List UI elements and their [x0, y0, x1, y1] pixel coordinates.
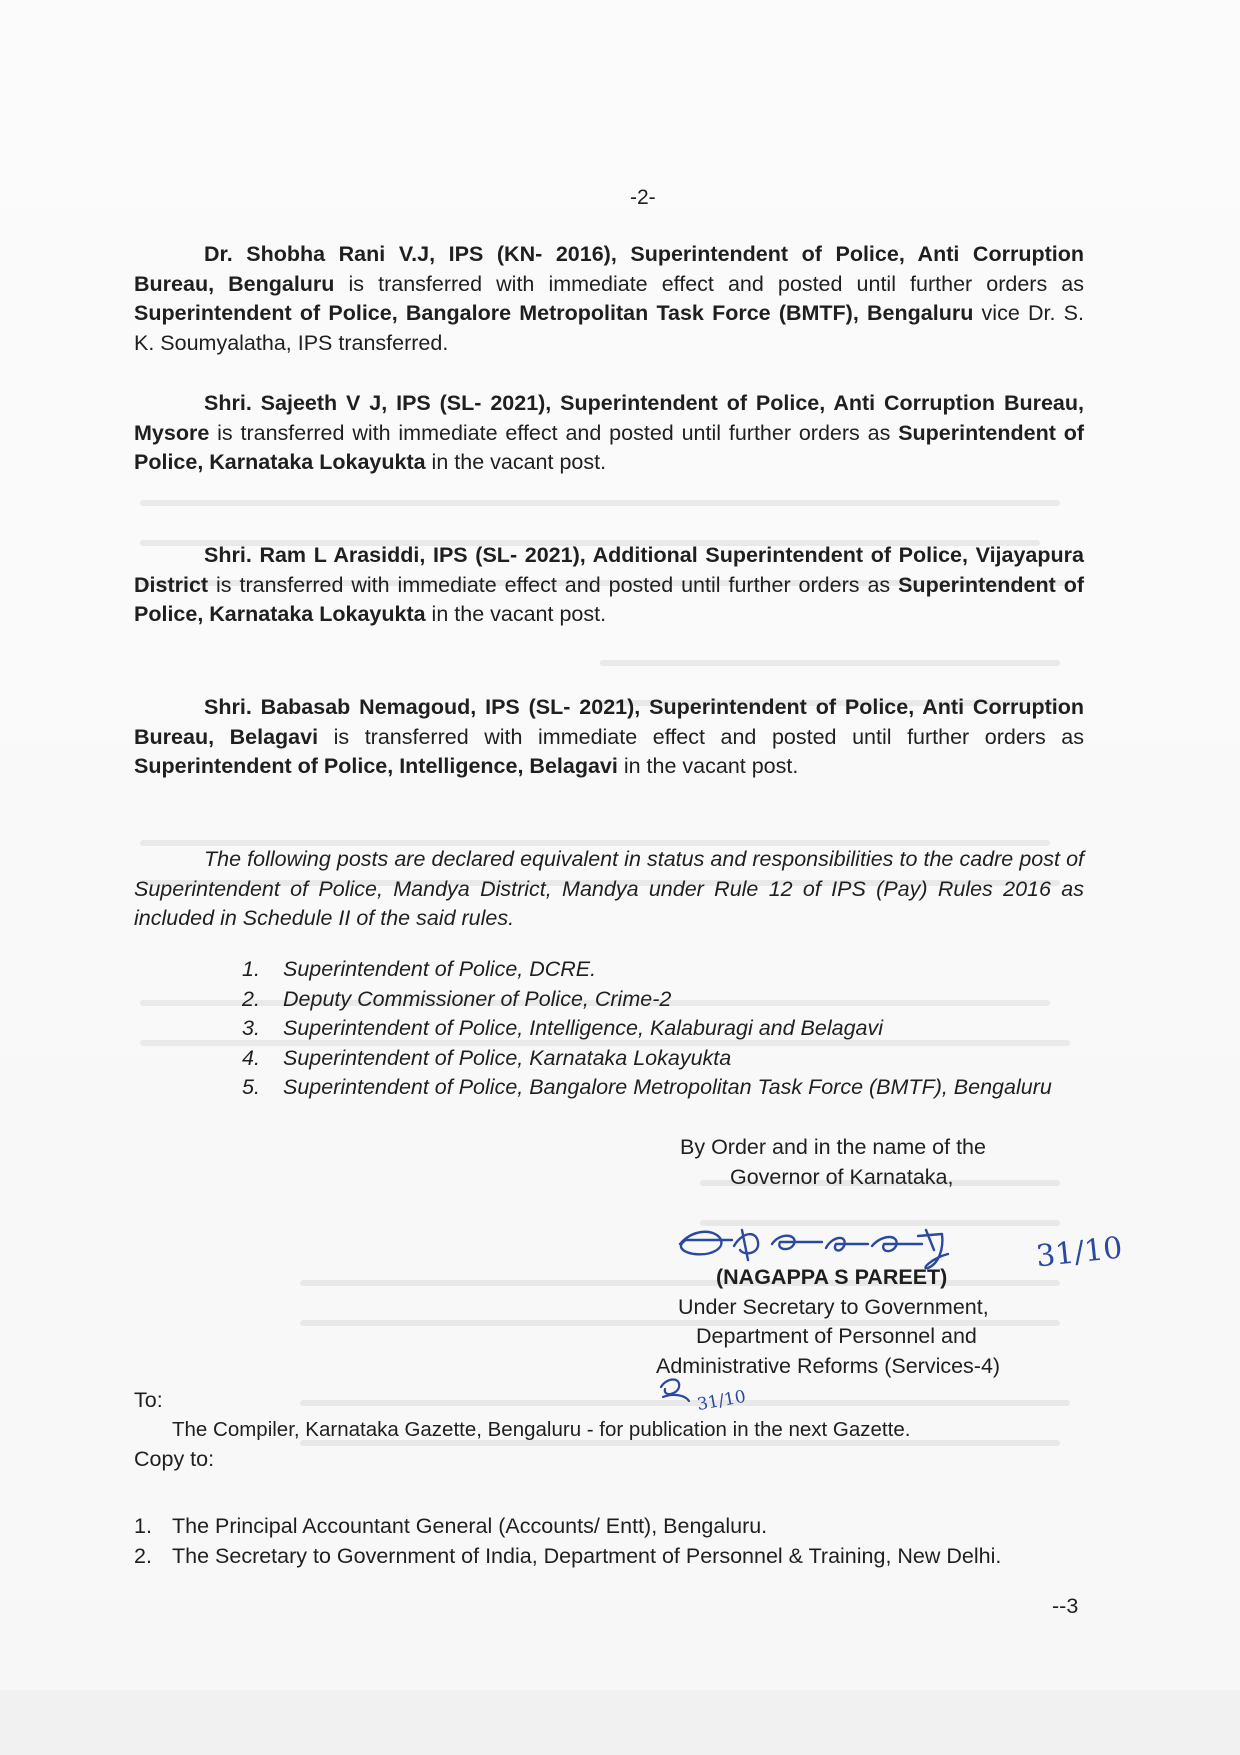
- officer-details: Shri. Sajeeth V J, IPS (SL- 2021), Superintendent of Police, Anti Corruption Bureau, Mysore: [134, 391, 1084, 445]
- transfer-paragraph-babasab: [134, 693, 1084, 782]
- transfer-text: is transferred with immediate effect and posted until further orders as: [208, 572, 899, 597]
- order-line-2: Governor of Karnataka,: [730, 1164, 954, 1189]
- next-page-marker: --3: [1052, 1594, 1079, 1618]
- transfer-text: is transferred with immediate effect and posted until further orders as: [209, 420, 899, 445]
- transfer-text-end: in the vacant post.: [617, 754, 799, 778]
- order-authority: [650, 1133, 1110, 1192]
- transfer-text-end: in the vacant post.: [425, 450, 607, 474]
- to-label: To:: [134, 1388, 163, 1412]
- page-number: -2-: [630, 186, 656, 209]
- list-item: 1. Superintendent of Police, DCRE.: [242, 957, 597, 981]
- officer-details: Dr. Shobha Rani V.J, IPS (KN- 2016), Superintendent of Police, Anti Corruption Bureau, Bengaluru: [134, 242, 1084, 296]
- signatory-title-3: Administrative Reforms (Services-4): [656, 1353, 1001, 1378]
- officer-details: Shri. Ram L Arasiddi, IPS (SL- 2021), Additional Superintendent of Police, Vijayapura District: [134, 543, 1084, 597]
- to-recipient: The Compiler, Karnataka Gazette, Bengaluru - for publication in the next Gazette.: [172, 1418, 911, 1441]
- initials-date: 31/10: [695, 1386, 748, 1416]
- initials-image: [655, 1375, 695, 1413]
- copy-to-list: [134, 1512, 1084, 1571]
- list-item: 2. The Secretary to Government of India, Department of Personnel & Training, New Delhi.: [134, 1543, 1002, 1568]
- transfer-paragraph-shobha-rani: [134, 240, 1084, 358]
- transfer-text-end: vice Dr. S. K. Soumyalatha, IPS transferred.: [134, 301, 1084, 355]
- signatory-block: [650, 1263, 1070, 1381]
- new-posting: Superintendent of Police, Karnataka Lokayukta: [134, 420, 1084, 474]
- transfer-text-end: in the vacant post.: [425, 602, 607, 626]
- equivalent-posts-list: [242, 955, 1084, 1103]
- signatory-name: (NAGAPPA S PAREET): [716, 1265, 948, 1289]
- list-item: 3. Superintendent of Police, Intelligence, Kalaburagi and Belagavi: [242, 1016, 884, 1040]
- signature-date: 31/10: [1034, 1230, 1125, 1275]
- transfer-text: is transferred with immediate effect and posted until further orders as: [318, 724, 1084, 749]
- order-line-1: By Order and in the name of the: [680, 1135, 986, 1159]
- signatory-title-2: Department of Personnel and: [696, 1324, 977, 1348]
- new-posting: Superintendent of Police, Intelligence, Belagavi: [134, 754, 618, 778]
- equivalence-note: The following posts are declared equivalent in status and responsibilities to the cadre post of Superintendent of Police, Mandya District, Mandya under Rule 12 of IPS (Pay) Rules 2016 as included in Schedule II of the said rules.: [134, 847, 1084, 930]
- list-item: 2. Deputy Commissioner of Police, Crime-2: [242, 986, 672, 1011]
- transfer-text: is transferred with immediate effect and posted until further orders as: [334, 271, 1084, 296]
- list-item: 4. Superintendent of Police, Karnataka Lokayukta: [242, 1045, 732, 1070]
- new-posting: Superintendent of Police, Bangalore Metropolitan Task Force (BMTF), Bengaluru: [134, 301, 974, 325]
- officer-details: Shri. Babasab Nemagoud, IPS (SL- 2021), Superintendent of Police, Anti Corruption Bureau, Belagavi: [134, 695, 1084, 749]
- transfer-paragraph-sajeeth: [134, 389, 1084, 478]
- list-item: 1. The Principal Accountant General (Accounts/ Entt), Bengaluru.: [134, 1514, 768, 1538]
- transfer-paragraph-ram-arasiddi: [134, 541, 1084, 630]
- signatory-title-1: Under Secretary to Government,: [678, 1294, 989, 1319]
- list-item: 5. Superintendent of Police, Bangalore Metropolitan Task Force (BMTF), Bengaluru: [242, 1075, 1052, 1099]
- copy-to-label: Copy to:: [134, 1447, 215, 1471]
- new-posting: Superintendent of Police, Karnataka Lokayukta: [134, 572, 1084, 626]
